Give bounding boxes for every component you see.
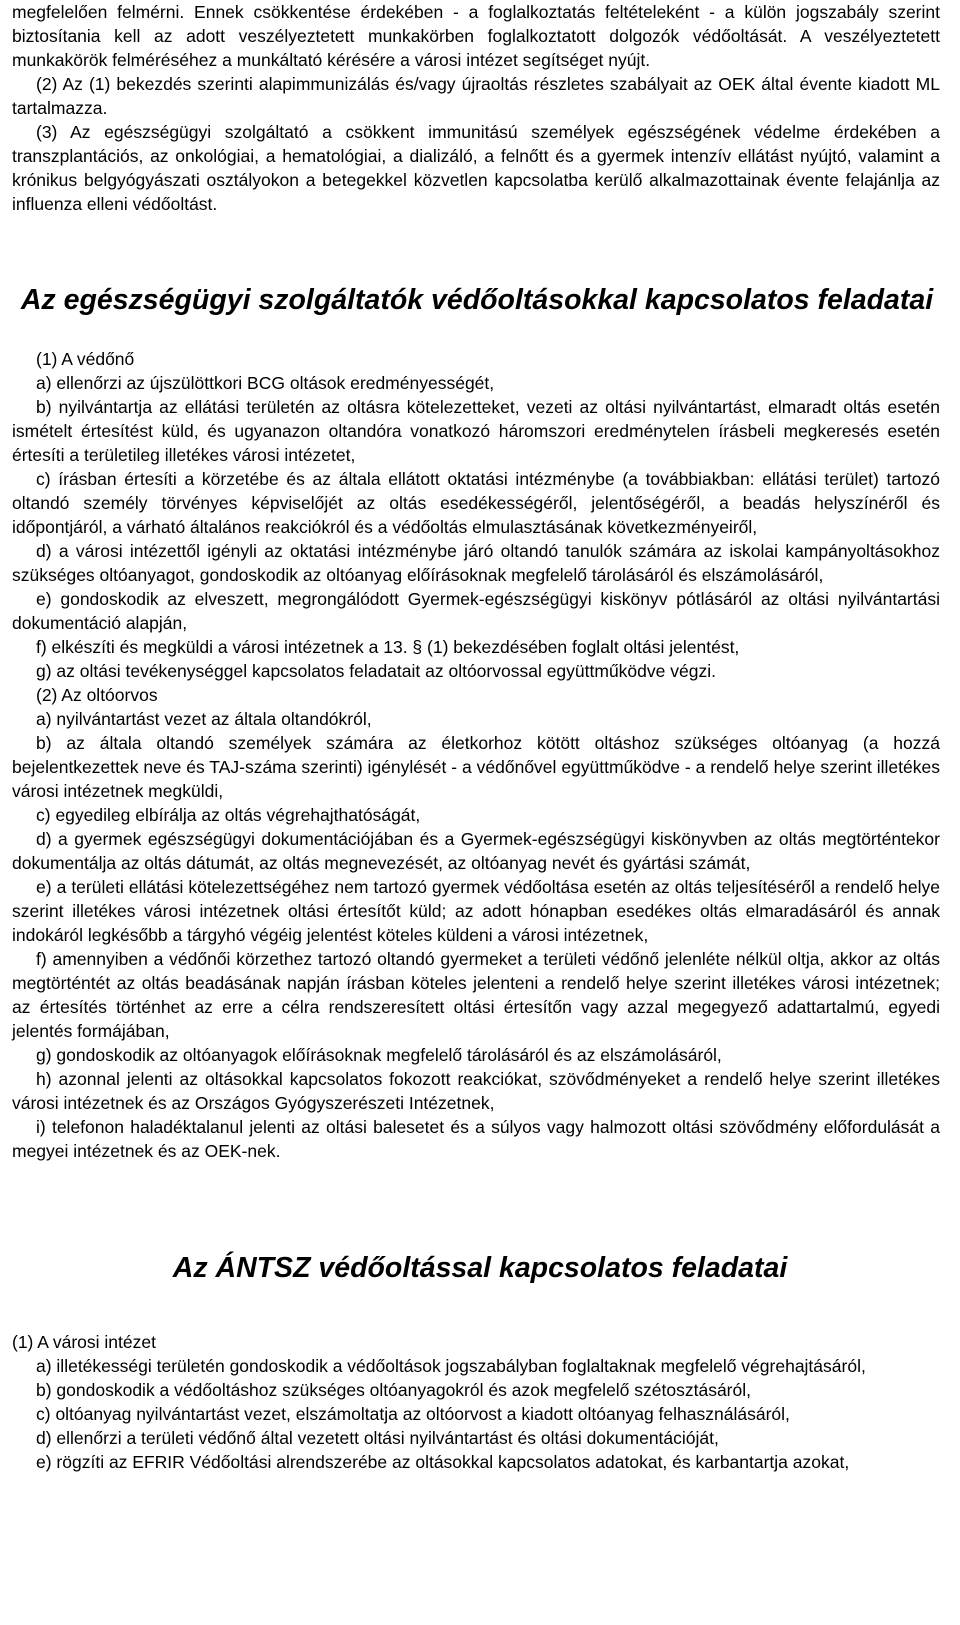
paragraph: d) a városi intézettől igényli az oktatási intézménybe járó oltandó tanulók számára az iskolai kampányoltásokhoz szükséges oltóanyagot, gondoskodik az oltóanyag előírásoknak megfelelő tárolásáról és elszámolásáról,	[12, 541, 940, 585]
paragraph: (1) A védőnő	[36, 349, 135, 369]
intro-text	[12, 0, 940, 216]
paragraph: f) elkészíti és megküldi a városi intézetnek a 13. § (1) bekezdésében foglalt oltási jelentést,	[36, 637, 740, 657]
section-body	[12, 347, 940, 1163]
paragraph: e) a területi ellátási kötelezettségéhez nem tartozó gyermek védőoltása esetén az oltás teljesítéséről a rendelő helye szerint illetékes városi intézetnek oltási értesítőt küld; az adott hónapban esedékes oltás elmaradásáról és annak indokáról legkésőbb a tárgyhó végéig jelentést köteles küldeni a városi intézetnek,	[12, 877, 940, 945]
paragraph: d) ellenőrzi a területi védőnő által vezetett oltási nyilvántartást és oltási dokumentációját,	[36, 1428, 719, 1448]
paragraph: d) a gyermek egészségügyi dokumentációjában és a Gyermek-egészségügyi kiskönyvben az oltás megtörténtekor dokumentálja az oltás dátumát, az oltás megnevezését, az oltóanyag nevét és gyártási számát,	[12, 829, 940, 873]
paragraph: b) gondoskodik a védőoltáshoz szükséges oltóanyagokról és azok megfelelő szétosztásáról,	[36, 1380, 751, 1400]
paragraph: c) írásban értesíti a körzetébe és az általa ellátott oktatási intézménybe (a továbbiakban: ellátási terület) tartozó oltandó személy törvényes képviselőjét az oltás esedékességéről, jelentőségéről, a beadás helyszínéről és időpontjáról, a várható általános reakciókról és a védőoltás elmulasztásának következményeiről,	[12, 469, 940, 537]
paragraph: a) ellenőrzi az újszülöttkori BCG oltások eredményességét,	[36, 373, 495, 393]
paragraph: a) illetékességi területén gondoskodik a védőoltások jogszabályban foglaltaknak megfelelő végrehajtásáról,	[36, 1356, 866, 1376]
intro-paragraph: (2) Az (1) bekezdés szerinti alapimmunizálás és/vagy újraoltás részletes szabályait az OEK által évente kiadott ML tartalmazza.	[12, 74, 940, 118]
section-heading: Az egészségügyi szolgáltatók védőoltásokkal kapcsolatos feladatai	[20, 284, 934, 316]
paragraph: i) telefonon haladéktalanul jelenti az oltási balesetet és a súlyos vagy halmozott oltási szövődmény előfordulását a megyei intézetnek és az OEK-nek.	[12, 1117, 940, 1161]
paragraph: h) azonnal jelenti az oltásokkal kapcsolatos fokozott reakciókat, szövődményeket a rendelő helye szerint illetékes városi intézetnek és az Országos Gyógyszerészeti Intézetnek,	[12, 1069, 940, 1113]
intro-paragraph: (3) Az egészségügyi szolgáltató a csökkent immunitású személyek egészségének védelme érdekében a transzplantációs, az onkológiai, a hematológiai, a dializáló, a felnőtt és a gyermek intenzív ellátást nyújtó, valamint a krónikus belgyógyászati osztályokon a betegekkel közvetlen kapcsolatba kerülő alkalmazottainak évente felajánlja az influenza elleni védőoltást.	[12, 122, 940, 214]
paragraph: b) nyilvántartja az ellátási területén az oltásra kötelezetteket, vezeti az oltási nyilvántartást, elmaradt oltás esetén ismételt értesítést küld, és ugyanazon oltandóra vonatkozó háromszori eredménytelen írásbeli megkeresés esetén értesíti a területileg illetékes városi intézetet,	[12, 397, 940, 465]
paragraph: (1) A városi intézet	[12, 1332, 156, 1352]
section-heading: Az ÁNTSZ védőoltással kapcsolatos feladatai	[172, 1252, 788, 1284]
paragraph: a) nyilvántartást vezet az általa oltandókról,	[36, 709, 372, 729]
paragraph: e) rögzíti az EFRIR Védőoltási alrendszerébe az oltásokkal kapcsolatos adatokat, és karbantartja azokat,	[36, 1452, 850, 1472]
paragraph: c) egyedileg elbírálja az oltás végrehajthatóságát,	[36, 805, 421, 825]
paragraph: f) amennyiben a védőnői körzethez tartozó oltandó gyermeket a területi védőnő jelenléte nélkül oltja, akkor az oltás megtörténtét az oltás beadásának napján írásban köteles jelenteni a rendelő helye szerint illetékes városi intézetnek; az értesítés történhet az erre a célra rendszeresített oltási értesítőn vagy azzal megegyező adattartalmú, egyedi jelentés formájában,	[12, 949, 940, 1041]
paragraph: b) az általa oltandó személyek számára az életkorhoz kötött oltáshoz szükséges oltóanyag (a hozzá bejelentkezettek neve és TAJ-száma szerinti) igénylését - a védőnővel együttműködve - a rendelő helye szerint illetékes városi intézetnek megküldi,	[12, 733, 940, 801]
paragraph: g) az oltási tevékenységgel kapcsolatos feladatait az oltóorvossal együttműködve végzi.	[36, 661, 716, 681]
intro-paragraph: megfelelően felmérni. Ennek csökkentése érdekében - a foglalkoztatás feltételeként - a külön jogszabály szerint biztosítania kell az adott veszélyeztetett munkakörben foglalkoztatott dolgozók védőoltását. A veszélyeztetett munkakörök felméréséhez a munkáltató kérésére a városi intézet segítséget nyújt.	[12, 2, 940, 70]
section-body	[12, 1330, 940, 1474]
paragraph: (2) Az oltóorvos	[36, 685, 158, 705]
paragraph: c) oltóanyag nyilvántartást vezet, elszámoltatja az oltóorvost a kiadott oltóanyag felhasználásáról,	[36, 1404, 790, 1424]
paragraph: e) gondoskodik az elveszett, megrongálódott Gyermek-egészségügyi kiskönyv pótlásáról az oltási nyilvántartási dokumentáció alapján,	[12, 589, 940, 633]
paragraph: g) gondoskodik az oltóanyagok előírásoknak megfelelő tárolásáról és az elszámolásáról,	[36, 1045, 722, 1065]
